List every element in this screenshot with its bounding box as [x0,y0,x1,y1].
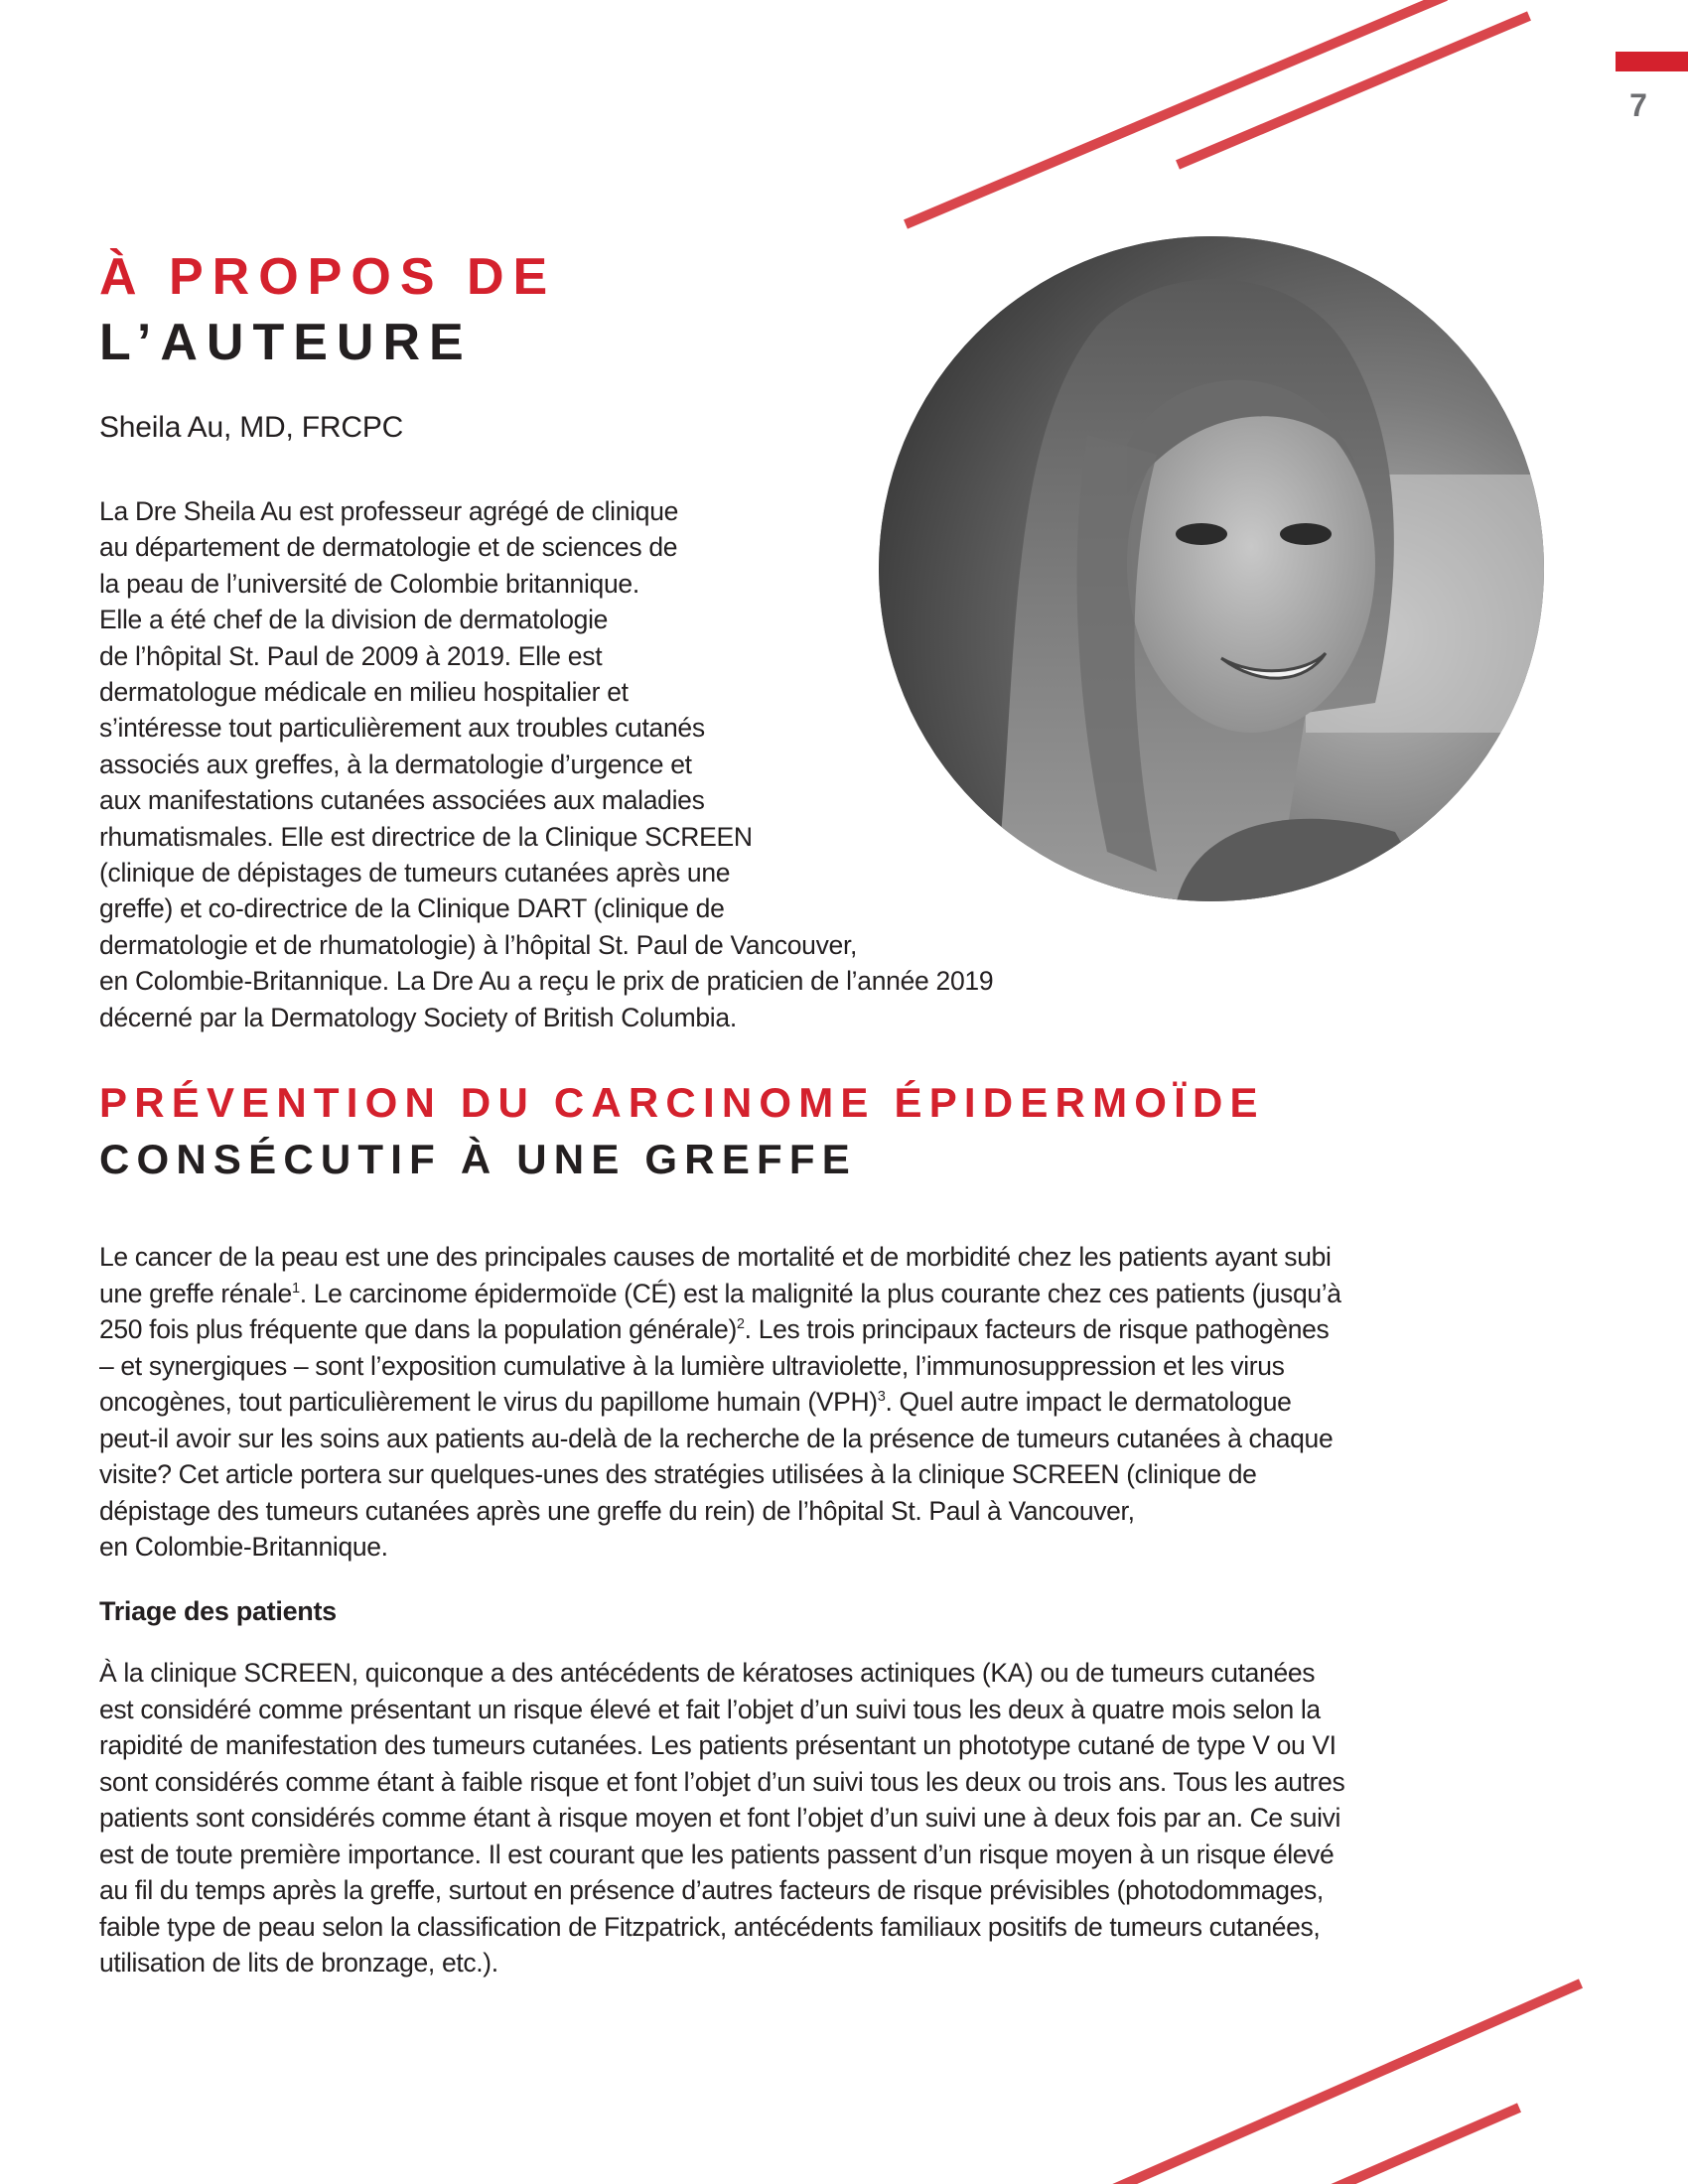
bio-line: associés aux greffes, à la dermatologie d’urgence et [99,749,692,779]
line-text: . Le carcinome épidermoïde (CÉ) est la malignité la plus courante chez ces patients (jusqu’à [299,1278,1341,1308]
paragraph-line [99,1276,1341,1312]
article-intro-paragraph [99,1239,1341,1566]
paragraph-line: utilisation de lits de bronzage, etc.). [99,1948,498,1978]
bio-line: en Colombie-Britannique. La Dre Au a reçu le prix de praticien de l’année 2019 [99,966,994,997]
line-text: Le cancer de la peau est une des principales causes de mortalité et de morbidité chez les patients ayant subi [99,1242,1332,1272]
paragraph-line: rapidité de manifestation des tumeurs cutanées. Les patients présentant un phototype cutané de type V ou VI [99,1730,1336,1760]
article-heading-line1: PRÉVENTION DU CARCINOME ÉPIDERMOÏDE [99,1079,1265,1126]
bio-line: au département de dermatologie et de sciences de [99,532,678,563]
bio-line: la peau de l’université de Colombie britannique. [99,568,639,599]
paragraph-line [99,1384,1341,1421]
bio-line: dermatologue médicale en milieu hospitalier et [99,677,629,708]
page-tab-marker [1616,52,1688,71]
bio-line: La Dre Sheila Au est professeur agrégé de clinique [99,496,679,526]
decorative-line-top-1 [906,0,1446,224]
paragraph-line: sont considérés comme étant à faible risque et font l’objet d’un suivi tous les deux ou trois ans. Tous les autres [99,1766,1345,1797]
paragraph-line [99,1456,1341,1493]
author-portrait-photo [879,236,1544,901]
bio-line: de l’hôpital St. Paul de 2009 à 2019. Elle est [99,640,603,671]
portrait-illustration [879,236,1544,901]
triage-paragraph [99,1655,1344,1981]
author-byline: Sheila Au, MD, FRCPC [99,411,404,444]
decorative-line-bottom-1 [1102,1983,1581,2184]
footnote-ref-1: 1 [291,1280,300,1297]
bio-line: décerné par la Dermatology Society of British Columbia. [99,1002,737,1032]
line-text: visite? Cet article portera sur quelques-unes des stratégies utilisées à la clinique SCREEN (clinique de [99,1459,1257,1489]
line-text: . Quel autre impact le dermatologue [885,1387,1292,1417]
about-author-heading [99,244,556,375]
article-heading [99,1074,1265,1187]
paragraph-line [99,1348,1341,1385]
about-author-heading-line2: L’AUTEURE [99,314,473,371]
paragraph-line: au fil du temps après la greffe, surtout en présence d’autres facteurs de risque prévisibles (photodommages, [99,1875,1324,1905]
paragraph-line [99,1529,1341,1566]
paragraph-line: est de toute première importance. Il est courant que les patients passent d’un risque moyen à un risque élevé [99,1839,1335,1869]
paragraph-line [99,1239,1341,1276]
article-heading-line2: CONSÉCUTIF À UNE GREFFE [99,1136,857,1182]
line-text: 250 fois plus fréquente que dans la population générale) [99,1314,737,1344]
bio-line: s’intéresse tout particulièrement aux troubles cutanés [99,713,705,744]
footnote-ref-3: 3 [877,1389,886,1406]
paragraph-line: À la clinique SCREEN, quiconque a des antécédents de kératoses actiniques (KA) ou de tumeurs cutanées [99,1658,1316,1688]
paragraph-line [99,1421,1341,1457]
line-text: en Colombie-Britannique. [99,1532,388,1562]
bio-line: (clinique de dépistages de tumeurs cutanées après une [99,858,731,888]
line-text: une greffe rénale [99,1278,292,1308]
paragraph-line: est considéré comme présentant un risque élevé et fait l’objet d’un suivi tous les deux à quatre mois selon la [99,1694,1321,1724]
paragraph-line [99,1311,1341,1348]
decorative-line-top-2 [1178,16,1529,165]
bio-line: Elle a été chef de la division de dermatologie [99,605,609,635]
line-text: . Les trois principaux facteurs de risque pathogènes [744,1314,1330,1344]
line-text: oncogènes, tout particulièrement le virus du papillome humain (VPH) [99,1387,878,1417]
bio-line: dermatologie et de rhumatologie) à l’hôpital St. Paul de Vancouver, [99,929,858,960]
paragraph-line: patients sont considérés comme étant à risque moyen et font l’objet d’un suivi une à deux fois par an. Ce suivi [99,1803,1341,1833]
line-text: – et synergiques – sont l’exposition cumulative à la lumière ultraviolette, l’immunosuppression et les virus [99,1350,1285,1381]
bio-line: greffe) et co-directrice de la Clinique DART (clinique de [99,893,725,924]
about-author-heading-line1: À PROPOS DE [99,248,557,306]
paragraph-line: faible type de peau selon la classification de Fitzpatrick, antécédents familiaux positifs de tumeurs cutanées, [99,1911,1321,1942]
paragraph-line [99,1493,1341,1530]
footnote-ref-2: 2 [736,1316,745,1333]
page-number: 7 [1629,87,1647,123]
bio-line: rhumatismales. Elle est directrice de la Clinique SCREEN [99,821,753,852]
decorative-line-bottom-2 [1321,2108,1519,2184]
author-bio [99,493,993,1035]
line-text: dépistage des tumeurs cutanées après une greffe du rein) de l’hôpital St. Paul à Vancouver, [99,1495,1135,1526]
line-text: peut-il avoir sur les soins aux patients au-delà de la recherche de la présence de tumeurs cutanées à chaque [99,1423,1334,1453]
bio-line: aux manifestations cutanées associées aux maladies [99,785,705,816]
triage-subheading: Triage des patients [99,1596,337,1626]
